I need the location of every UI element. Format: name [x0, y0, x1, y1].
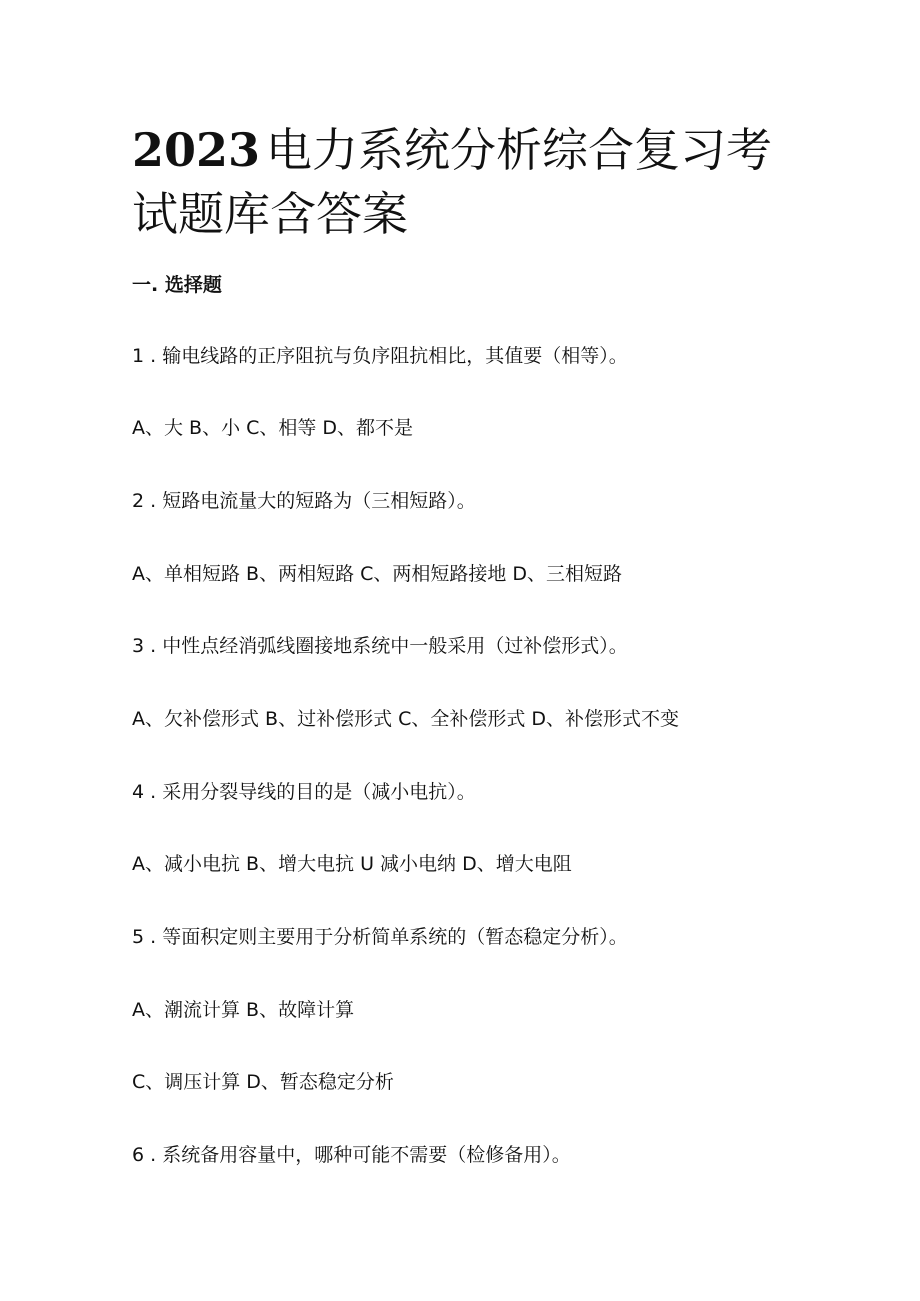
document-title [132, 118, 812, 246]
section-heading: 一. 选择题 [132, 274, 222, 296]
options-5b: C、调压计算 D、暂态稳定分析 [132, 1071, 394, 1093]
options-1: A、大 B、小 C、相等 D、都不是 [132, 417, 414, 439]
options-4: A、减小电抗 B、增大电抗 U 减小电纳 D、增大电阻 [132, 853, 572, 875]
question-4: 4 . 采用分裂导线的目的是（减小电抗）。 [132, 781, 476, 803]
options-3: A、欠补偿形式 B、过补偿形式 C、全补偿形式 D、补偿形式不变 [132, 708, 680, 730]
question-5: 5 . 等面积定则主要用于分析简单系统的（暂态稳定分析）。 [132, 926, 628, 948]
options-2: A、单相短路 B、两相短路 C、两相短路接地 D、三相短路 [132, 563, 623, 585]
question-1: 1 . 输电线路的正序阻抗与负序阻抗相比，其值要（相等）。 [132, 345, 628, 367]
question-2: 2 . 短路电流量大的短路为（三相短路）。 [132, 490, 476, 512]
title-year: 2023 [132, 123, 261, 177]
question-6: 6 . 系统备用容量中，哪种可能不需要（检修备用）。 [132, 1144, 571, 1166]
title-text: 电力系统分析综合复习考试题库含答案 [132, 123, 773, 241]
options-5a: A、潮流计算 B、故障计算 [132, 999, 355, 1021]
question-3: 3 . 中性点经消弧线圈接地系统中一般采用（过补偿形式）。 [132, 635, 628, 657]
